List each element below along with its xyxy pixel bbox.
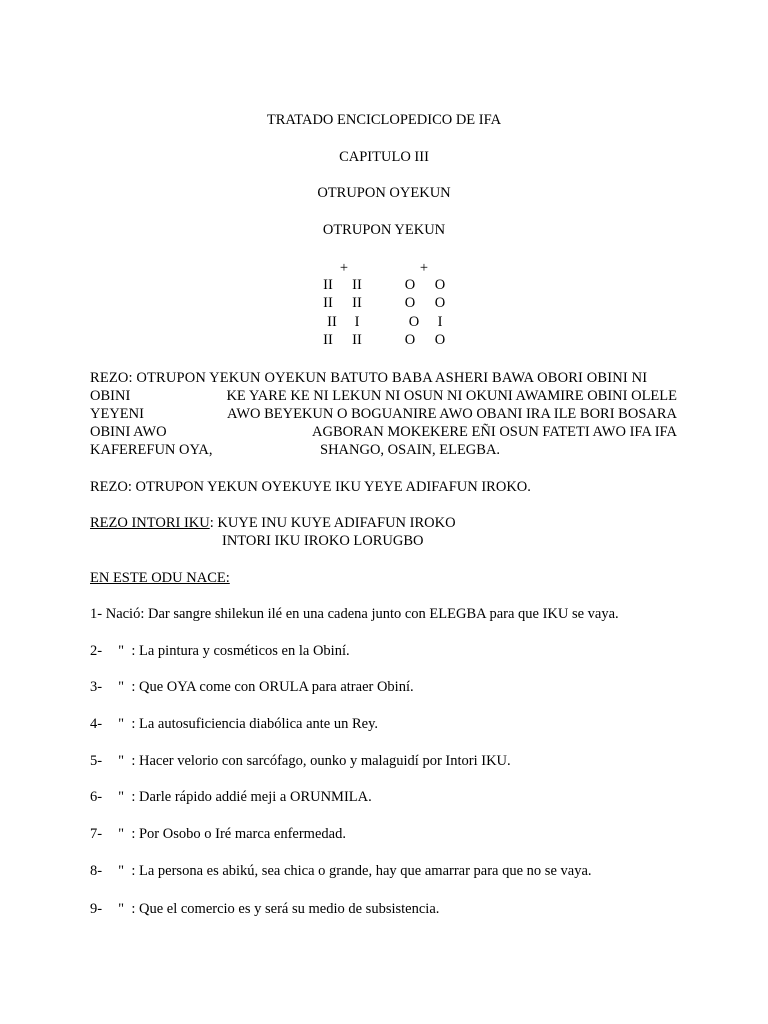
odu-alt-name: OTRUPON YEKUN bbox=[322, 222, 446, 238]
rezo-fragment: AWO BEYEKUN O BOGUANIRE AWO OBANI IRA ILE BORI BOSARA bbox=[227, 406, 677, 422]
rezo-intori-colon: : bbox=[209, 515, 214, 531]
ditto-mark: " bbox=[118, 753, 125, 769]
rezo-fragment: OBINI bbox=[90, 388, 131, 404]
item-number: 1- bbox=[90, 606, 103, 622]
rezo-intori-text: INTORI IKU IROKO LORUGBO bbox=[222, 533, 424, 549]
item-text: : La pintura y cosméticos en la Obiní. bbox=[131, 643, 350, 659]
right-sign-mark: I bbox=[437, 314, 443, 330]
section-heading: EN ESTE ODU NACE: bbox=[90, 570, 230, 586]
item-number: 2- bbox=[90, 643, 103, 659]
item-text: : La autosuficiencia diabólica ante un Rey. bbox=[131, 716, 379, 732]
list-item bbox=[90, 715, 378, 733]
right-sign-mark: O bbox=[408, 314, 420, 330]
left-sign-mark: II bbox=[352, 332, 362, 348]
rezo-fragment: YEYENI bbox=[90, 406, 144, 422]
item-number: 6- bbox=[90, 789, 103, 805]
ditto-mark: " bbox=[118, 789, 125, 805]
ditto-mark: " bbox=[118, 901, 125, 917]
rezo-fragment: AGBORAN MOKEKERE EÑI OSUN FATETI AWO IFA IFA bbox=[312, 424, 677, 440]
right-sign-mark: O bbox=[404, 295, 416, 311]
right-sign-mark: O bbox=[434, 332, 446, 348]
ditto-mark: " bbox=[118, 826, 125, 842]
item-text: : La persona es abikú, sea chica o grande, hay que amarrar para que no se vaya. bbox=[131, 863, 592, 879]
item-text: : Que el comercio es y será su medio de subsistencia. bbox=[131, 901, 440, 917]
item-text: : Que OYA come con ORULA para atraer Obiní. bbox=[131, 679, 414, 695]
rezo-intori-label: REZO INTORI IKU bbox=[90, 515, 210, 531]
rezo-line bbox=[90, 405, 677, 423]
rezo-line bbox=[90, 423, 677, 441]
left-sign-mark: II bbox=[352, 295, 362, 311]
left-sign-mark: II bbox=[327, 314, 337, 330]
left-sign-mark: II bbox=[323, 277, 333, 293]
document-title: TRATADO ENCICLOPEDICO DE IFA bbox=[266, 112, 502, 128]
rezo-fragment: KAFEREFUN OYA, bbox=[90, 442, 213, 458]
left-sign-mark: II bbox=[323, 295, 333, 311]
right-sign-mark: O bbox=[434, 277, 446, 293]
list-item bbox=[90, 900, 439, 918]
list-item bbox=[90, 752, 511, 770]
item-text: : Hacer velorio con sarcófago, ounko y malaguidí por Intori IKU. bbox=[131, 753, 511, 769]
list-item bbox=[90, 788, 372, 806]
item-text: : Por Osobo o Iré marca enfermedad. bbox=[131, 826, 346, 842]
chapter-heading: CAPITULO III bbox=[339, 149, 429, 165]
left-sign-plus: + bbox=[339, 260, 349, 276]
right-sign-mark: O bbox=[404, 332, 416, 348]
item-number: 9- bbox=[90, 901, 103, 917]
left-sign-mark: II bbox=[352, 277, 362, 293]
ditto-mark: " bbox=[118, 679, 125, 695]
left-sign-mark: II bbox=[323, 332, 333, 348]
item-number: 3- bbox=[90, 679, 103, 695]
right-sign-mark: O bbox=[404, 277, 416, 293]
rezo-fragment: OBINI AWO bbox=[90, 424, 167, 440]
item-number: 5- bbox=[90, 753, 103, 769]
rezo-intori-line bbox=[90, 514, 456, 532]
ditto-mark: " bbox=[118, 643, 125, 659]
right-sign-mark: O bbox=[434, 295, 446, 311]
list-item bbox=[90, 605, 619, 623]
left-sign-mark: I bbox=[354, 314, 360, 330]
item-text: : Darle rápido addié meji a ORUNMILA. bbox=[131, 789, 372, 805]
rezo-fragment: SHANGO, OSAIN, ELEGBA. bbox=[320, 442, 501, 458]
odu-name: OTRUPON OYEKUN bbox=[317, 185, 451, 201]
item-number: 8- bbox=[90, 863, 103, 879]
item-number: 7- bbox=[90, 826, 103, 842]
item-text: Nació: Dar sangre shilekun ilé en una cadena junto con ELEGBA para que IKU se vaya. bbox=[105, 606, 619, 622]
rezo-line: REZO: OTRUPON YEKUN OYEKUYE IKU YEYE ADIFAFUN IROKO. bbox=[90, 479, 531, 495]
rezo-line: REZO: OTRUPON YEKUN OYEKUN BATUTO BABA ASHERI BAWA OBORI OBINI NI bbox=[90, 370, 648, 386]
ditto-mark: " bbox=[118, 716, 125, 732]
rezo-fragment: KE YARE KE NI LEKUN NI OSUN NI OKUNI AWAMIRE OBINI OLELE bbox=[226, 388, 677, 404]
rezo-intori-text: KUYE INU KUYE ADIFAFUN IROKO bbox=[217, 515, 456, 531]
list-item bbox=[90, 862, 592, 880]
list-item bbox=[90, 642, 350, 660]
list-item bbox=[90, 678, 414, 696]
rezo-line bbox=[90, 387, 677, 405]
list-item bbox=[90, 825, 346, 843]
item-number: 4- bbox=[90, 716, 103, 732]
ditto-mark: " bbox=[118, 863, 125, 879]
right-sign-plus: + bbox=[419, 260, 429, 276]
